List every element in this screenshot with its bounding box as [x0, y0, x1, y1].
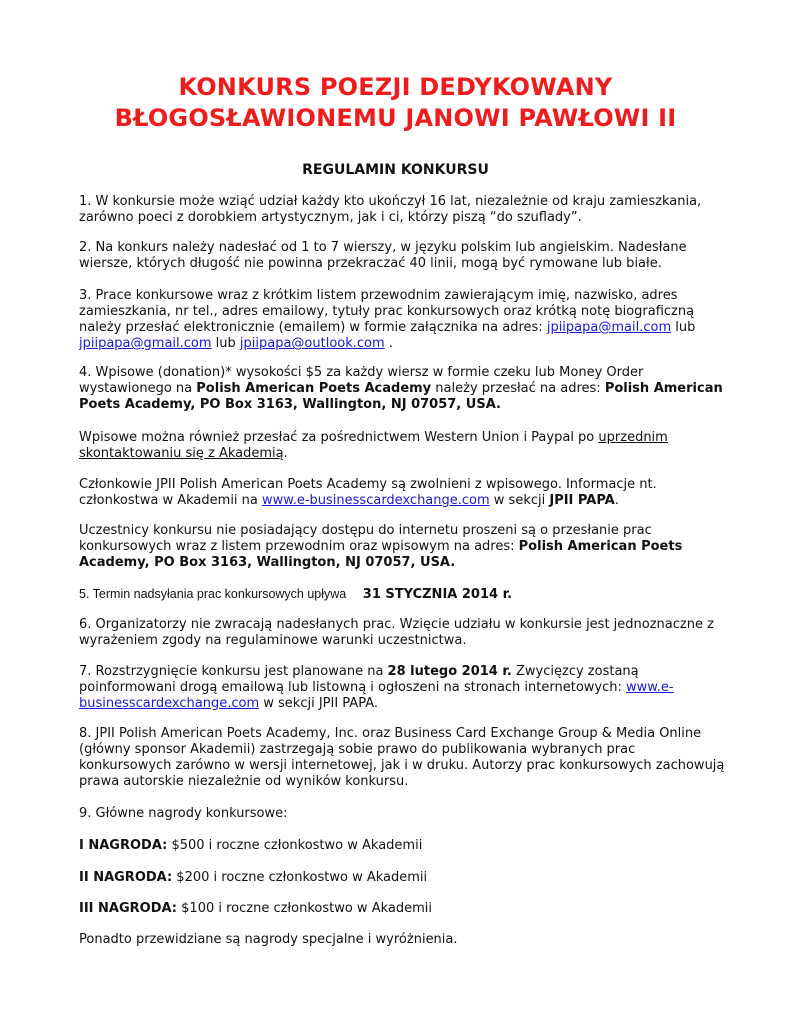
rule-8	[79, 726, 729, 790]
website-link[interactable]: www.e-businesscardexchange.com	[262, 493, 490, 508]
payment-note-text: Wpisowe można również przesłać za pośrednictwem Western Union i Paypal po	[79, 430, 599, 445]
prize-2-label: II NAGRODA:	[79, 870, 173, 885]
website-link-2[interactable]: www.e-businesscardexchange.com	[79, 680, 674, 711]
rule-7	[79, 664, 729, 712]
payment-note	[79, 430, 729, 462]
members-note-end: .	[614, 493, 619, 508]
rule-5-text: 5. Termin nadsyłania prac konkursowych upływa	[79, 587, 347, 601]
rule-9	[79, 806, 729, 822]
rule-3	[79, 288, 729, 352]
rule-3-sep-1: lub	[671, 320, 696, 335]
prize-1-text: $500 i roczne członkostwo w Akademii	[167, 838, 423, 853]
members-note-text: Członkowie JPII Polish American Poets Academy są zwolnieni z wpisowego. Informacje nt. członkostwa w Akademii na	[79, 477, 657, 508]
rule-6	[79, 617, 729, 649]
prize-1	[79, 838, 729, 854]
offline-note-address: Polish American Poets Academy, PO Box 3163, Wallington, NJ 07057, USA.	[79, 539, 683, 570]
results-date: 28 lutego 2014 r.	[387, 664, 512, 679]
email-link-mail[interactable]: jpiipapa@mail.com	[546, 320, 672, 335]
rule-8-text: 8. JPII Polish American Poets Academy, Inc. oraz Business Card Exchange Group & Media Online (główny sponsor Akademii) zastrzegają sobie prawo do publikowania wybranych prac konkursowych zarówno w wersji internetowej, jak i w druku. Autorzy prac konkursowych zachowują prawa autorskie niezależnie od wyników konkursu.	[79, 726, 725, 789]
special-awards-note	[79, 932, 729, 948]
prize-3-label: III NAGRODA:	[79, 901, 178, 916]
members-note-middle: w sekcji	[489, 493, 550, 508]
rule-7-middle: Zwycięzcy zostaną poinformowani drogą emailową lub listowną i ogłoszeni na stronach internetowych:	[79, 664, 639, 695]
prize-1-label: I NAGRODA:	[79, 838, 168, 853]
payment-note-end: .	[283, 446, 288, 461]
email-link-outlook[interactable]: jpiipapa@outlook.com	[239, 336, 385, 351]
offline-note-text: Uczestnicy konkursu nie posiadający dostępu do internetu proszeni są o przesłanie prac konkursowych wraz z listem przewodnim oraz wpisowym na adres:	[79, 523, 652, 554]
rule-4-address: Polish American Poets Academy, PO Box 3163, Wallington, NJ 07057, USA.	[79, 381, 723, 412]
prize-3-text: $100 i roczne członkostwo w Akademii	[177, 901, 432, 916]
rule-4-payee: Polish American Poets Academy	[196, 381, 432, 396]
rule-9-text: 9. Główne nagrody konkursowe:	[79, 806, 288, 821]
rule-5	[79, 586, 729, 603]
prize-2-text: $200 i roczne członkostwo w Akademii	[172, 870, 428, 885]
rule-7-text: 7. Rozstrzygnięcie konkursu jest planowane na	[79, 664, 388, 679]
title-line-1: KONKURS POEZJI DEDYKOWANY	[178, 73, 613, 101]
rule-7-end: w sekcji JPII PAPA.	[259, 696, 379, 711]
rule-4	[79, 365, 729, 413]
offline-note	[79, 523, 729, 571]
members-note	[79, 477, 729, 509]
rule-4-text: 4. Wpisowe (donation)* wysokości $5 za każdy wiersz w formie czeku lub Money Order wystawionego na	[79, 365, 644, 396]
rule-2	[79, 240, 729, 272]
subtitle: REGULAMIN KONKURSU	[302, 162, 489, 178]
deadline-date: 31 STYCZNIA 2014 r.	[362, 587, 513, 602]
rule-4-middle: należy przesłać na adres:	[431, 381, 605, 396]
rule-3-text: 3. Prace konkursowe wraz z krótkim listem przewodnim zawierającym imię, nazwisko, adres zamieszkania, nr tel., adres emailowy, tytuły prac konkursowych oraz krótką notę biograficzną należy przesłać elektronicznie (emailem) w formie załącznika na adres:	[79, 288, 695, 335]
prize-3	[79, 901, 729, 917]
prize-2	[79, 870, 729, 886]
rule-3-sep-2: lub	[211, 336, 240, 351]
email-link-gmail[interactable]: jpiipapa@gmail.com	[79, 336, 212, 351]
title-line-2: BŁOGOSŁAWIONEMU JANOWI PAWŁOWI II	[114, 104, 677, 132]
rule-6-text: 6. Organizatorzy nie zwracają nadesłanych prac. Wzięcie udziału w konkursie jest jednoznaczne z wyrażeniem zgody na regulaminowe warunki uczestnictwa.	[79, 617, 714, 648]
rule-1-text: 1. W konkursie może wziąć udział każdy kto ukończył 16 lat, niezależnie od kraju zamieszkania, zarówno poeci z dorobkiem artystycznym, jak i ci, którzy piszą “do szuflady”.	[79, 194, 702, 225]
rule-2-text: 2. Na konkurs należy nadesłać od 1 to 7 wierszy, w języku polskim lub angielskim. Nadesłane wiersze, których długość nie powinna przekraczać 40 linii, mogą być rymowane lub białe.	[79, 240, 687, 271]
rule-3-end: .	[384, 336, 393, 351]
payment-note-underlined: uprzednim skontaktowaniu się z Akademią	[79, 430, 668, 461]
rule-1	[79, 194, 729, 226]
members-note-section: JPII PAPA	[549, 493, 615, 508]
special-awards-text: Ponadto przewidziane są nagrody specjalne i wyróżnienia.	[79, 932, 458, 947]
